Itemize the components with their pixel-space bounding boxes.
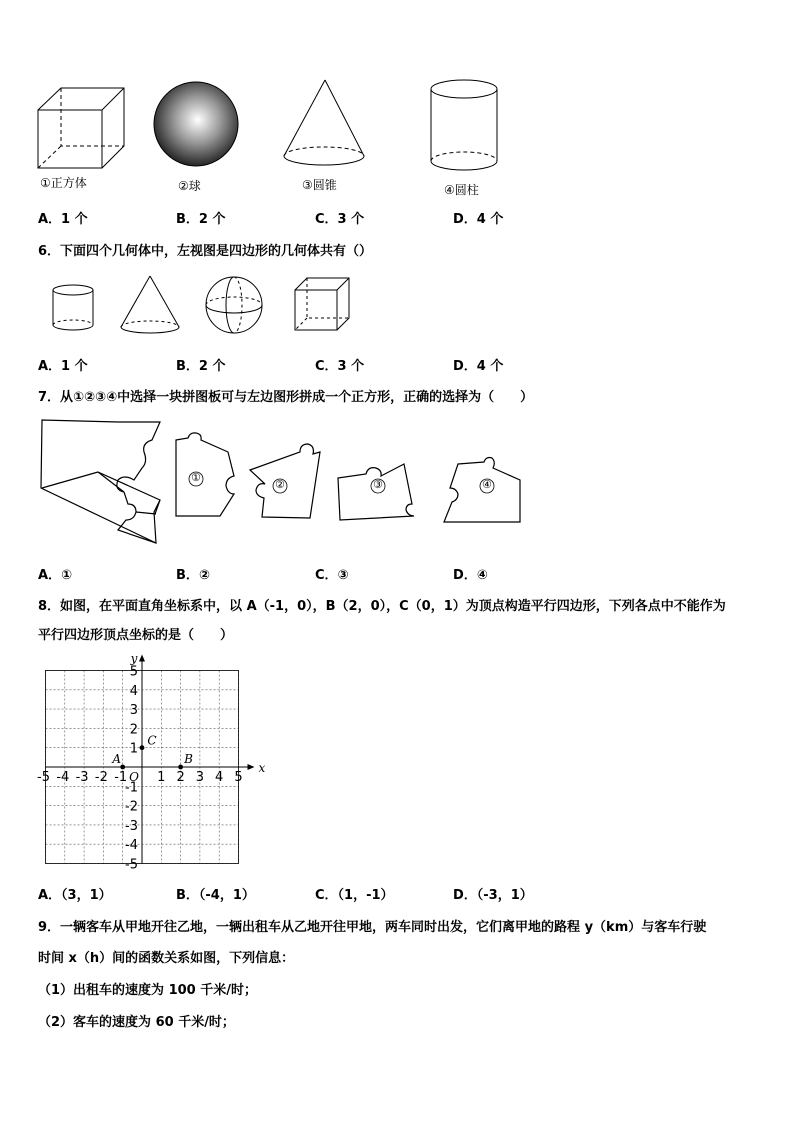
cylinder-shape bbox=[431, 80, 497, 170]
sphere-shape bbox=[154, 82, 238, 166]
y-tick-label: 5 bbox=[129, 664, 138, 680]
point-label-a: A bbox=[112, 752, 122, 766]
origin-label: O bbox=[129, 770, 139, 784]
y-axis-arrow bbox=[139, 655, 145, 662]
q6-question: 6．下面四个几何体中，左视图是四边形的几何体共有（） bbox=[38, 244, 373, 259]
point-b bbox=[178, 765, 183, 770]
x-tick-label: 3 bbox=[195, 770, 205, 785]
q8-option-d: D．（-3，1） bbox=[453, 888, 533, 903]
q7-question: 7．从①②③④中选择一块拼图板可与左边图形拼成一个正方形，正确的选择为（ ） bbox=[38, 390, 534, 405]
q5-option-c: C．3 个 bbox=[315, 212, 365, 227]
x-tick-label: 4 bbox=[215, 770, 224, 785]
x-tick-label: 5 bbox=[234, 770, 243, 785]
y-tick-label: -1 bbox=[125, 780, 138, 796]
q6-option-d: D．4 个 bbox=[453, 359, 504, 374]
q6-cone bbox=[121, 276, 179, 333]
q6-cylinder bbox=[53, 285, 93, 330]
cube-shape bbox=[38, 88, 124, 168]
q8-coordinate-graph bbox=[30, 648, 266, 873]
q6-option-b: B．2 个 bbox=[176, 359, 226, 374]
point-label-c: C bbox=[147, 733, 157, 748]
q7-piece-1-label: ① bbox=[191, 471, 201, 484]
q7-piece-labels bbox=[189, 472, 494, 493]
y-tick-label: -3 bbox=[125, 818, 138, 834]
x-axis-arrow bbox=[248, 764, 255, 770]
point-c bbox=[140, 745, 145, 750]
q9-item-1: （1）出租车的速度为 100 千米/时； bbox=[38, 983, 257, 998]
x-tick-label: -2 bbox=[94, 770, 108, 785]
q7-option-d: D．④ bbox=[453, 568, 488, 583]
y-tick-label: -2 bbox=[125, 799, 138, 815]
q8-question-line2: 平行四边形顶点坐标的是（ ） bbox=[38, 628, 234, 643]
y-tick-label: -5 bbox=[125, 857, 138, 873]
q8-option-b: B．（-4，1） bbox=[176, 888, 255, 903]
q7-option-c: C．③ bbox=[315, 568, 349, 583]
x-tick-label: -1 bbox=[114, 770, 128, 785]
q8-option-a: A．（3，1） bbox=[38, 888, 112, 903]
caption-cone: ③圆锥 bbox=[302, 178, 337, 192]
q5-option-a: A．1 个 bbox=[38, 212, 88, 227]
shapes-drawing bbox=[30, 74, 510, 200]
q8-option-c: C．（1，-1） bbox=[315, 888, 394, 903]
q7-piece-3 bbox=[338, 464, 414, 520]
q6-option-a: A．1 个 bbox=[38, 359, 88, 374]
caption-sphere: ②球 bbox=[178, 179, 201, 193]
q7-piece-3-label: ③ bbox=[373, 478, 383, 491]
q7-figure bbox=[38, 416, 523, 546]
q9-question-line2: 时间 x（h）间的函数关系如图，下列信息： bbox=[38, 951, 295, 966]
q7-option-a: A．① bbox=[38, 568, 73, 583]
y-tick-label: 2 bbox=[129, 722, 138, 738]
y-tick-label: -4 bbox=[125, 838, 138, 854]
x-tick-label: -5 bbox=[37, 770, 50, 785]
point-label-b: B bbox=[184, 752, 194, 766]
q6-sphere bbox=[206, 277, 262, 333]
q8-question-line1: 8．如图，在平面直角坐标系中，以 A（-1，0），B（2，0），C（0，1）为顶点构造平行四边形，下列各点中不能作为 bbox=[38, 599, 726, 614]
cone-shape bbox=[284, 80, 364, 165]
q5-option-d: D．4 个 bbox=[453, 212, 504, 227]
caption-cube: ①正方体 bbox=[40, 176, 87, 190]
q6-cube bbox=[295, 278, 349, 330]
caption-cylinder: ④圆柱 bbox=[444, 183, 479, 197]
q6-figure bbox=[45, 270, 375, 340]
y-tick-label: 4 bbox=[129, 683, 138, 699]
y-axis-label: y bbox=[130, 651, 138, 666]
q5-option-b: B．2 个 bbox=[176, 212, 226, 227]
q7-option-b: B．② bbox=[176, 568, 210, 583]
q7-piece-4-label: ④ bbox=[482, 478, 492, 491]
q7-piece-2-label: ② bbox=[275, 478, 285, 491]
y-tick-label: 1 bbox=[129, 741, 138, 757]
y-tick-label: 3 bbox=[129, 703, 138, 719]
q7-left-shape bbox=[41, 420, 160, 543]
q9-question-line1: 9．一辆客车从甲地开往乙地，一辆出租车从乙地开往甲地，两车同时出发，它们离甲地的路程 y（km）与客车行驶 bbox=[38, 920, 707, 935]
x-tick-label: -3 bbox=[75, 770, 89, 785]
x-tick-label: -4 bbox=[56, 770, 70, 785]
q7-piece-1 bbox=[176, 433, 234, 516]
x-axis-label: x bbox=[258, 761, 266, 775]
q6-option-c: C．3 个 bbox=[315, 359, 365, 374]
x-tick-label: 1 bbox=[157, 770, 166, 785]
shapes-figure bbox=[30, 74, 510, 200]
q9-item-2: （2）客车的速度为 60 千米/时； bbox=[38, 1015, 235, 1030]
x-tick-label: 2 bbox=[176, 770, 185, 785]
